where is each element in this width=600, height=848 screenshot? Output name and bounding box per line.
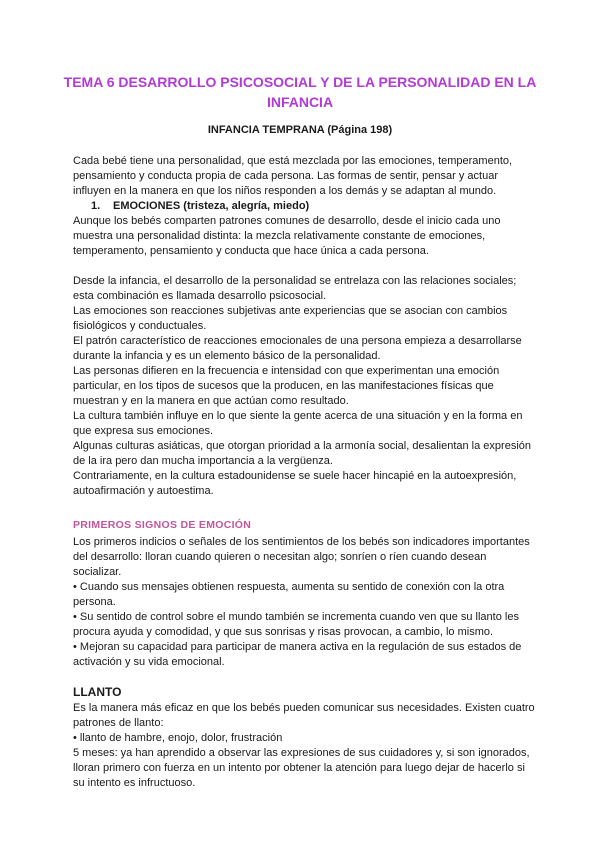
section-number: 1. bbox=[91, 200, 101, 212]
llanto-heading: LLANTO bbox=[73, 685, 122, 699]
intro-paragraph: Cada bebé tiene una personalidad, que está mezclada por las emociones, temperamento, pensamiento y conducta propia de cada persona. Las formas de sentir, pensar y actuar influyen en la manera en que los niños responden a los demás y se adaptan al mundo. bbox=[73, 155, 513, 197]
primeros-bullet: • Cuando sus mensajes obtienen respuesta, aumenta su sentido de conexión con la otra persona. bbox=[73, 581, 505, 608]
emociones-paragraph: La cultura también influye en lo que siente la gente acerca de una situación y en la forma en que expresa sus emociones. bbox=[73, 410, 523, 437]
emociones-paragraph: Las personas difieren en la frecuencia e intensidad con que experimentan una emoción particular, en los tipos de sucesos que la producen, en las manifestaciones físicas que muestran y en la manera en que actúan como resultado. bbox=[73, 365, 500, 407]
document-body bbox=[73, 154, 535, 791]
emociones-heading bbox=[73, 199, 535, 214]
llanto-paragraph: 5 meses: ya han aprendido a observar las expresiones de sus cuidadores y, si son ignorados, lloran primero con fuerza en un intento por obtener la atención para luego dejar de hacerlo si su intento es infructuoso. bbox=[73, 747, 530, 789]
paragraph-spacer bbox=[73, 670, 535, 685]
llanto-paragraph: Es la manera más eficaz en que los bebés pueden comunicar sus necesidades. Existen cuatro patrones de llanto: bbox=[73, 702, 535, 729]
paragraph-spacer bbox=[73, 259, 535, 274]
primeros-bullet: • Mejoran su capacidad para participar de manera activa en la regulación de sus estados de activación y su vida emocional. bbox=[73, 641, 522, 668]
emociones-paragraph: Contrariamente, en la cultura estadounidense se suele hacer hincapié en la autoexpresión, autoafirmación y autoestima. bbox=[73, 470, 517, 497]
primeros-paragraph: Los primeros indicios o señales de los sentimientos de los bebés son indicadores importantes del desarrollo: lloran cuando quieren o necesitan algo; sonríen o ríen cuando desean socializar. bbox=[73, 536, 530, 578]
page-subtitle: INFANCIA TEMPRANA (Página 198) bbox=[207, 124, 393, 136]
emociones-paragraph: Las emociones son reacciones subjetivas ante experiencias que se asocian con cambios fisiológicos y conductuales. bbox=[73, 305, 508, 332]
paragraph-spacer bbox=[73, 499, 535, 514]
emociones-heading-text: EMOCIONES (tristeza, alegría, miedo) bbox=[113, 200, 310, 212]
emociones-paragraph-1: Aunque los bebés comparten patrones comunes de desarrollo, desde el inicio cada uno muestra una personalidad distinta: la mezcla relativamente constante de emociones, temperamento, pensamiento y conducta que hace única a cada persona. bbox=[73, 215, 501, 257]
page-title: TEMA 6 DESARROLLO PSICOSOCIAL Y DE LA PERSONALIDAD EN LA INFANCIA bbox=[63, 74, 537, 110]
llanto-bullet: • llanto de hambre, enojo, dolor, frustración bbox=[73, 732, 283, 744]
emociones-paragraph: El patrón característico de reacciones emocionales de una persona empieza a desarrollarse durante la infancia y es un elemento básico de la personalidad. bbox=[73, 335, 522, 362]
emociones-paragraph: Desde la infancia, el desarrollo de la personalidad se entrelaza con las relaciones sociales; esta combinación es llamada desarrollo psicosocial. bbox=[73, 275, 517, 302]
primeros-bullet: • Su sentido de control sobre el mundo también se incrementa cuando ven que su llanto les procura ayuda y comodidad, y que sus sonrisas y risas provocan, a cambio, lo mismo. bbox=[73, 611, 519, 638]
primeros-signos-heading: PRIMEROS SIGNOS DE EMOCIÓN bbox=[73, 519, 252, 531]
emociones-paragraph: Algunas culturas asiáticas, que otorgan prioridad a la armonía social, desalientan la expresión de la ira pero dan mucha importancia a la vergüenza. bbox=[73, 440, 531, 467]
